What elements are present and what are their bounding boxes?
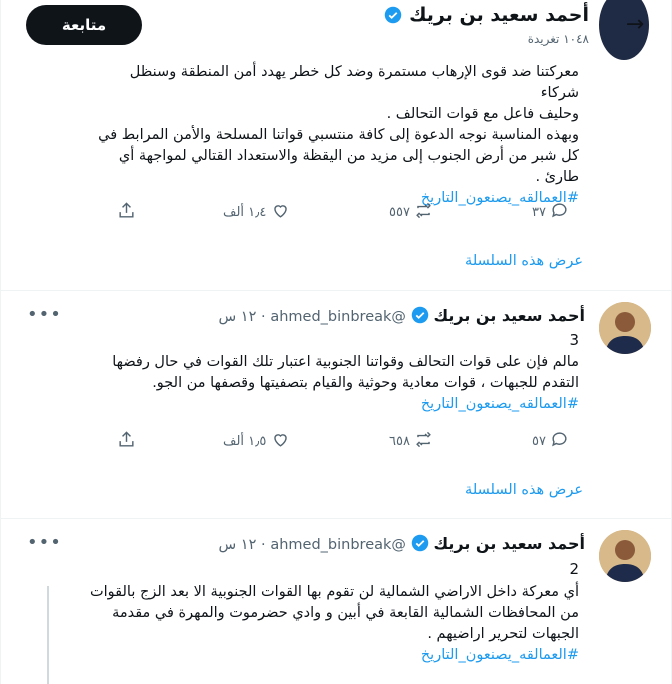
page-title — [384, 4, 589, 26]
avatar-photo — [599, 530, 651, 582]
verified-badge-icon — [411, 534, 429, 552]
author-handle[interactable]: @ahmed_binbreak — [270, 537, 406, 553]
retweet-button[interactable]: ٦٥٨ — [389, 430, 433, 452]
more-options-icon[interactable]: ••• — [27, 532, 62, 553]
heart-icon — [271, 430, 290, 449]
heart-icon — [271, 201, 290, 220]
reply-icon — [550, 201, 569, 220]
share-icon — [117, 430, 136, 449]
tweet-actions — [117, 201, 547, 223]
retweet-icon — [414, 430, 433, 449]
avatar[interactable] — [599, 302, 651, 354]
retweet-button[interactable]: ٥٥٧ — [389, 201, 433, 223]
share-button[interactable] — [117, 201, 136, 223]
share-icon — [117, 201, 136, 220]
profile-name: أحمد سعيد بن بريك — [409, 4, 589, 26]
author-name[interactable]: أحمد سعيد بن بريك — [433, 534, 585, 553]
tweet-count: ١٠٤٨ تغريدة — [527, 32, 589, 46]
back-arrow-icon[interactable]: → — [625, 12, 645, 37]
show-thread-link[interactable]: عرض هذه السلسلة — [465, 253, 583, 269]
avatar-photo — [599, 302, 651, 354]
hashtag-link[interactable]: #العمالقه_يصنعون_التاريخ — [420, 190, 579, 206]
tweet-text: مالم فإن على قوات التحالف وقواتنا الجنوبية اعتبار تلك القوات في حال رفضها التقدم للجبهات ، قوات معادية وحوثية والقيام بتصفيتها وقصفها من الجو. #العمالقه_يصنعون_التاريخ — [89, 352, 579, 415]
thread-number: 3 — [569, 331, 579, 349]
hashtag-link[interactable]: #العمالقه_يصنعون_التاريخ — [420, 396, 579, 412]
divider — [1, 290, 671, 291]
show-thread-link[interactable]: عرض هذه السلسلة — [465, 482, 583, 498]
thread-connector-line — [47, 586, 49, 684]
tweet-time[interactable]: ١٢ س — [218, 309, 257, 325]
tweet-header: أحمد سعيد بن بريك @ahmed_binbreak · ١٢ س — [218, 306, 585, 325]
verified-badge-icon — [411, 306, 429, 324]
verified-badge-icon — [384, 6, 402, 24]
more-options-icon[interactable]: ••• — [27, 304, 62, 325]
tweet-actions — [117, 430, 547, 452]
tweet-header: أحمد سعيد بن بريك @ahmed_binbreak · ١٢ س — [218, 534, 585, 553]
author-handle[interactable]: @ahmed_binbreak — [270, 309, 406, 325]
divider — [1, 518, 671, 519]
like-button[interactable]: ١٫٤ ألف — [223, 201, 290, 223]
author-name[interactable]: أحمد سعيد بن بريك — [433, 306, 585, 325]
reply-button[interactable]: ٣٧ — [532, 201, 569, 223]
tweet-time[interactable]: ١٢ س — [218, 537, 257, 553]
hashtag-link[interactable]: #العمالقه_يصنعون_التاريخ — [420, 647, 579, 663]
avatar[interactable] — [599, 530, 651, 582]
retweet-icon — [414, 201, 433, 220]
reply-icon — [550, 430, 569, 449]
reply-button[interactable]: ٥٧ — [532, 430, 569, 452]
thread-number: 2 — [569, 560, 579, 578]
share-button[interactable] — [117, 430, 136, 452]
profile-header — [1, 0, 671, 52]
follow-button[interactable]: متابعة — [26, 5, 142, 45]
tweet-text: أي معركة داخل الاراضي الشمالية لن تقوم بها القوات الجنوبية الا بعد الزج بالقوات من المحافظات الشمالية القابعة في أبين و وادي حضرموت والمهرة في مقدمة الجبهات لتحرير اراضيهم . #العمالقه_يصنعون_التاريخ — [89, 582, 579, 666]
tweet-text: معركتنا ضد قوى الإرهاب مستمرة وضد كل خطر يهدد أمن المنطقة وسنظل شركاء وحليف فاعل مع قوات التحالف . وبهذه المناسبة نوجه الدعوة إلى كافة منتسبي قواتنا المسلحة والأمن المرابط في كل شبر من أرض الجنوب إلى مزيد من اليقظة والاستعداد القتالي لمواجهة أي طارئ . #العمالقه_يصنعون_التاريخ — [89, 62, 579, 209]
like-button[interactable]: ١٫٥ ألف — [223, 430, 290, 452]
